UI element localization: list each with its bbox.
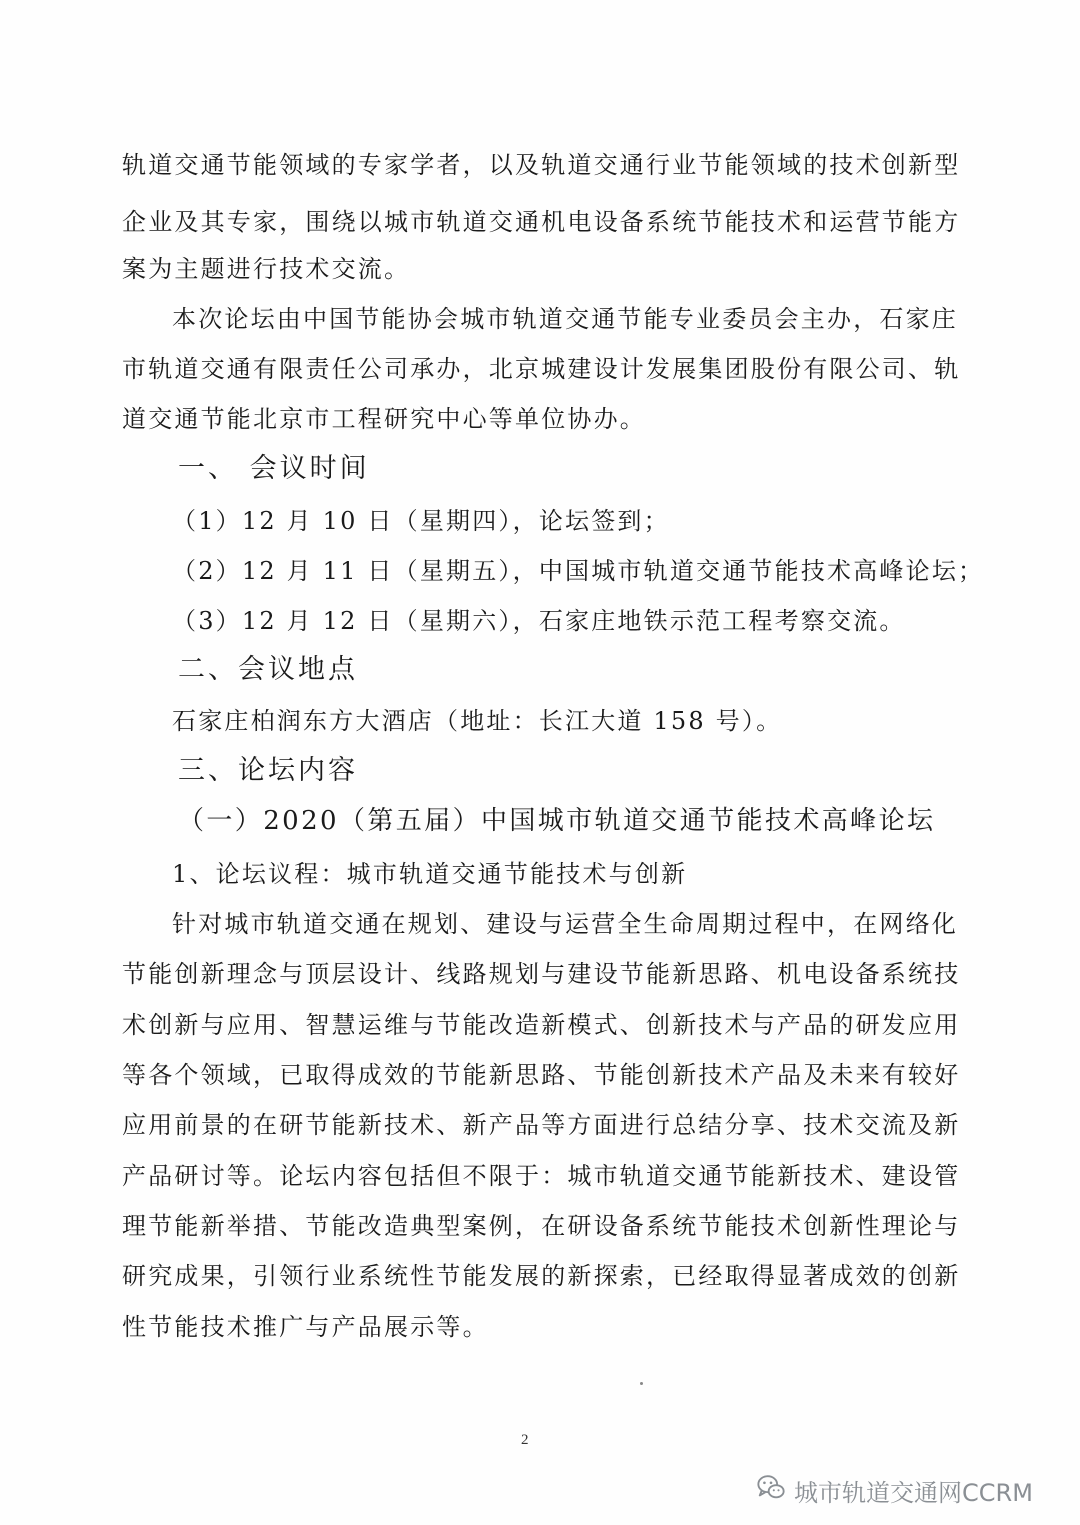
scan-speck bbox=[640, 1382, 643, 1385]
schedule-item: （3）12 月 12 日（星期六），石家庄地铁示范工程考察交流。 bbox=[172, 607, 906, 635]
body-line: 市轨道交通有限责任公司承办，北京城建设计发展集团股份有限公司、轨 bbox=[122, 355, 961, 383]
page-number: 2 bbox=[521, 1432, 529, 1448]
paragraph-line: 性节能技术推广与产品展示等。 bbox=[122, 1313, 489, 1341]
watermark bbox=[756, 1470, 1033, 1510]
section-heading-venue: 二、会议地点 bbox=[178, 654, 358, 685]
paragraph-line: 针对城市轨道交通在规划、建设与运营全生命周期过程中，在网络化 bbox=[172, 910, 958, 938]
watermark-text: 城市轨道交通网CCRM bbox=[794, 1478, 1033, 1507]
paragraph-line: 理节能新举措、节能改造典型案例，在研设备系统节能技术创新性理论与 bbox=[122, 1212, 961, 1240]
schedule-item: （2）12 月 11 日（星期五），中国城市轨道交通节能技术高峰论坛； bbox=[172, 557, 985, 585]
paragraph-line: 研究成果，引领行业系统性节能发展的新探索，已经取得显著成效的创新 bbox=[122, 1262, 961, 1290]
paragraph-line: 术创新与应用、智慧运维与节能改造新模式、创新技术与产品的研发应用 bbox=[122, 1011, 961, 1039]
body-line: 企业及其专家，围绕以城市轨道交通机电设备系统节能技术和运营节能方 bbox=[122, 208, 961, 236]
paragraph-line: 节能创新理念与顶层设计、线路规划与建设节能新思路、机电设备系统技 bbox=[122, 960, 961, 988]
wechat-icon bbox=[756, 1472, 786, 1508]
paragraph-line: 等各个领域，已取得成效的节能新思路、节能创新技术产品及未来有较好 bbox=[122, 1061, 961, 1089]
forum-subtitle: （一）2020（第五届）中国城市轨道交通节能技术高峰论坛 bbox=[178, 806, 936, 836]
body-line: 轨道交通节能领域的专家学者，以及轨道交通行业节能领域的技术创新型 bbox=[122, 151, 961, 179]
paragraph-line: 产品研讨等。论坛内容包括但不限于：城市轨道交通节能新技术、建设管 bbox=[122, 1162, 961, 1190]
section-heading-time: 一、 会议时间 bbox=[178, 453, 370, 484]
body-line: 本次论坛由中国节能协会城市轨道交通节能专业委员会主办，石家庄 bbox=[172, 305, 958, 333]
schedule-item: （1）12 月 10 日（星期四），论坛签到； bbox=[172, 507, 670, 535]
agenda-title: 1、论坛议程：城市轨道交通节能技术与创新 bbox=[172, 860, 688, 888]
paragraph-line: 应用前景的在研节能新技术、新产品等方面进行总结分享、技术交流及新 bbox=[122, 1111, 961, 1139]
body-line: 道交通节能北京市工程研究中心等单位协办。 bbox=[122, 405, 646, 433]
section-heading-content: 三、论坛内容 bbox=[178, 755, 358, 786]
venue-text: 石家庄柏润东方大酒店（地址：长江大道 158 号）。 bbox=[172, 707, 783, 735]
body-line: 案为主题进行技术交流。 bbox=[122, 255, 411, 283]
